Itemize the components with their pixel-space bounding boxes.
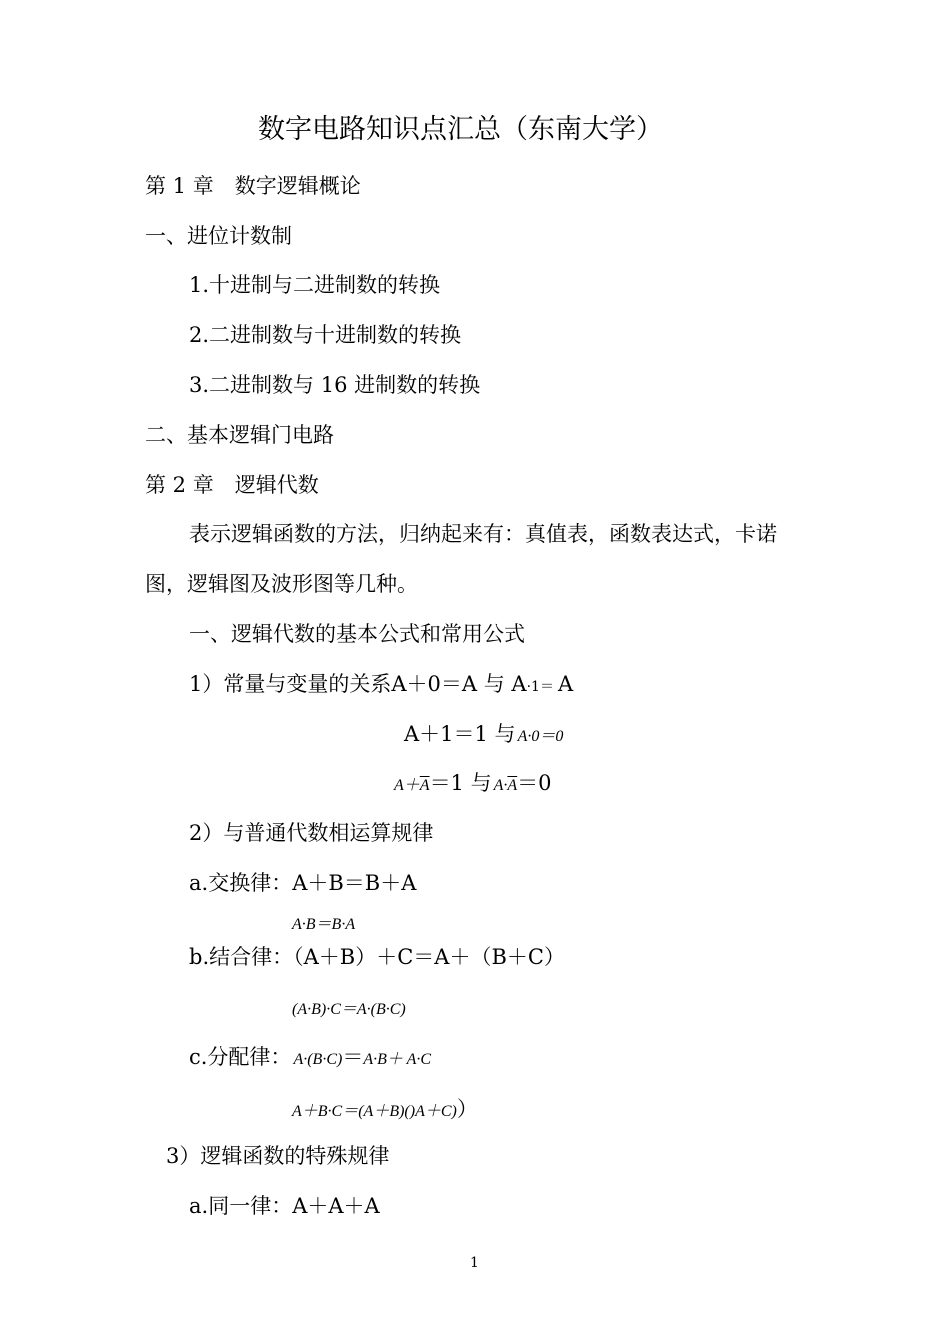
formula: ） — [456, 1097, 478, 1121]
rule-1-label: 1）常量与变量的关系 — [189, 672, 392, 696]
formula: A — [557, 672, 574, 696]
formula: A·B＋ A·C — [363, 1051, 432, 1068]
page-number: 1 — [470, 1255, 479, 1271]
formula: ＝0 — [517, 771, 552, 795]
formula: $\overline{A}$ — [419, 777, 430, 794]
rule-1-line — [189, 672, 573, 699]
document-title: 数字电路知识点汇总（东南大学） — [258, 114, 663, 145]
formula: A· — [493, 777, 508, 794]
formula: (A·B)·C＝A·(B·C) — [292, 1001, 406, 1018]
section-heading-base-systems: 一、进位计数制 — [145, 224, 292, 248]
formula: A·(B·C) — [293, 1051, 343, 1068]
list-item: 2.二进制数与十进制数的转换 — [189, 323, 462, 347]
distributive-law-label: c.分配律： — [189, 1045, 292, 1069]
formula: $\overline{A}$ — [507, 777, 518, 794]
formula: A＋B·C＝(A＋B)()A＋C) — [292, 1103, 457, 1120]
formula: A·0＝0 — [517, 728, 564, 745]
list-item: 3.二进制数与 16 进制数的转换 — [189, 373, 481, 397]
associative-law: b.结合律：（A＋B）＋C＝A＋（B＋C） — [189, 945, 565, 969]
distributive-law-line-2 — [292, 1097, 478, 1124]
formula: ·1＝ — [526, 679, 554, 695]
section-heading-logic-gates: 二、基本逻辑门电路 — [145, 423, 334, 447]
formula: ＝1 与 — [429, 771, 492, 795]
identity-law: a.同一律：A＋A＋A — [189, 1194, 380, 1218]
rule-2-heading: 2）与普通代数相运算规律 — [189, 821, 434, 845]
rule-1-line-2 — [404, 722, 563, 749]
section-heading-formulas: 一、逻辑代数的基本公式和常用公式 — [189, 622, 525, 646]
formula: A＋ — [394, 777, 420, 794]
formula: A·B＝B·A — [292, 916, 356, 933]
chapter-2-heading: 第 2 章 逻辑代数 — [145, 473, 319, 497]
commutative-law: a.交换律：A＋B＝B＋A — [189, 871, 417, 895]
formula: A＋1＝1 与 — [404, 722, 516, 746]
formula: A＋0＝A 与 A — [391, 672, 527, 696]
rule-3-heading: 3）逻辑函数的特殊规律 — [166, 1144, 390, 1168]
rule-1-line-3 — [394, 771, 552, 798]
intro-paragraph-line: 图，逻辑图及波形图等几种。 — [145, 572, 418, 596]
chapter-1-heading: 第 1 章 数字逻辑概论 — [145, 174, 361, 198]
intro-paragraph-line: 表示逻辑函数的方法，归纳起来有：真值表，函数表达式，卡诺 — [189, 522, 777, 546]
formula: ＝ — [342, 1045, 364, 1069]
distributive-law — [189, 1045, 431, 1072]
list-item: 1.十进制与二进制数的转换 — [189, 273, 441, 297]
